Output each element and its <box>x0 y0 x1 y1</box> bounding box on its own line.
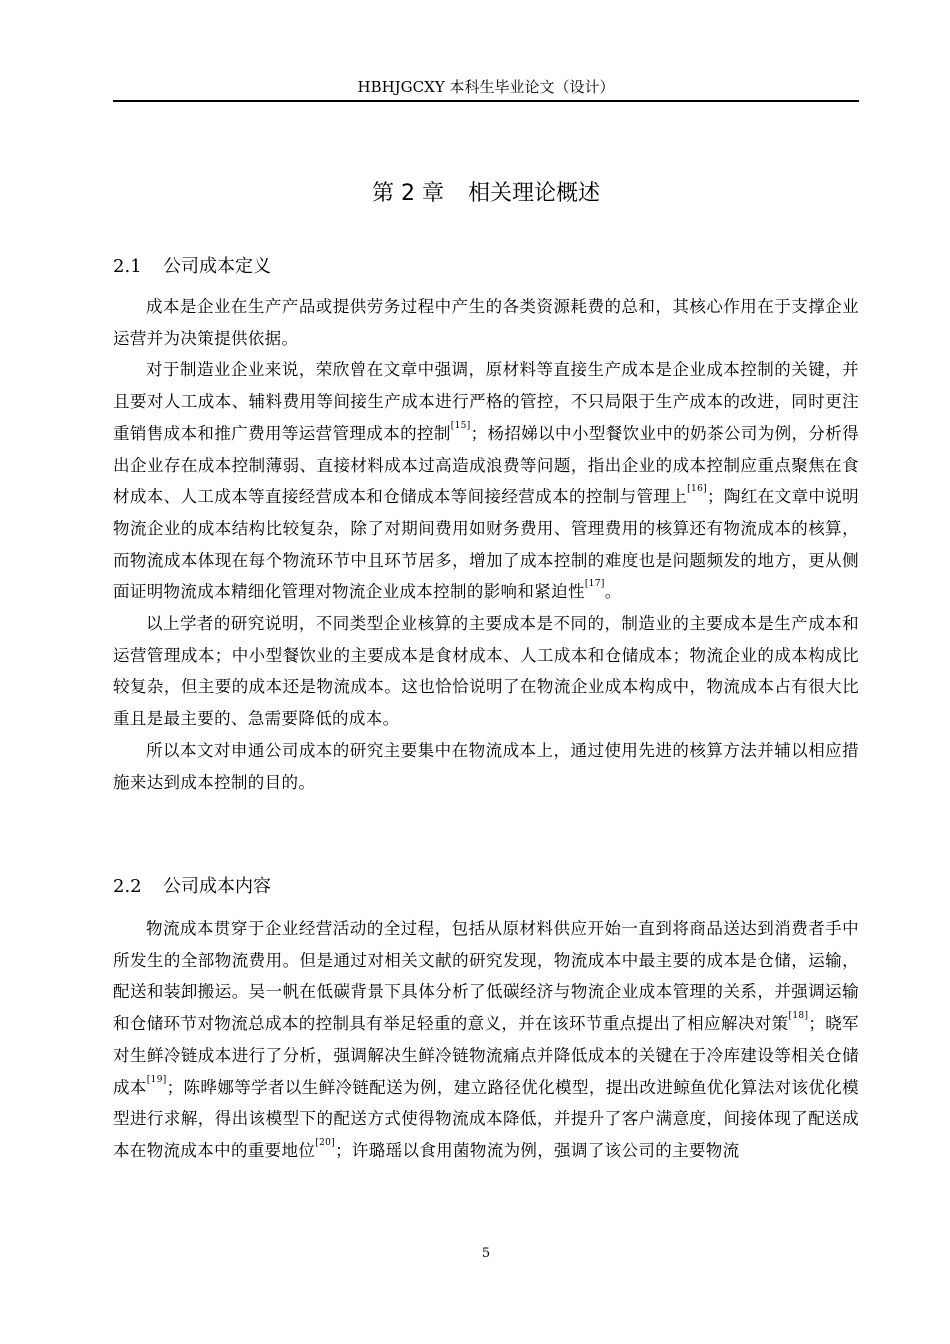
paragraph-text: ；陈晔娜等学者以生鲜冷链配送为例，建立路径优化模型，提出改进鲸鱼优化算法对该优化模型进行求解，得出该模型下的配送方式使得物流成本降低，并提升了客户满意度，间接体现了配送成本在物流成本中的重要地位 <box>113 1077 859 1160</box>
paragraph-text: 。 <box>604 582 622 602</box>
paragraph-text: ；许璐瑶以食用菌物流为例，强调了该公司的主要物流 <box>335 1140 740 1160</box>
paragraph <box>113 913 859 1167</box>
paragraph-text: ；陶红在文章中说明物流企业的成本结构比较复杂，除了对期间费用如财务费用、管理费用的核算还有物流成本的核算，而物流成本体现在每个物流环节中且环节居多，增加了成本控制的难度也是问题频发的地方，更从侧面证明物流成本精细化管理对物流企业成本控制的影响和紧迫性 <box>113 487 859 602</box>
citation-marker: [15] <box>450 420 471 431</box>
paragraph-text: ；晓军对生鲜冷链成本进行了分析，强调解决生鲜冷链物流痛点并降低成本的关键在于冷库建设等相关仓储成本 <box>113 1014 859 1097</box>
section-number: 2.1 <box>113 256 142 277</box>
paragraph <box>113 608 859 735</box>
paragraph <box>113 735 859 798</box>
citation-marker: [20] <box>315 1137 336 1148</box>
section-number: 2.2 <box>113 876 142 897</box>
paragraph <box>113 291 859 354</box>
paragraph-text: ；杨招娣以中小型餐饮业中的奶茶公司为例，分析得出企业存在成本控制薄弱、直接材料成本过高造成浪费等问题，指出企业的成本控制应重点聚焦在食材成本、人工成本等直接经营成本和仓储成本等间接经营成本的控制与管理上 <box>113 423 859 507</box>
citation-marker: [16] <box>687 484 708 495</box>
section-title: 公司成本内容 <box>163 876 271 897</box>
citation-marker: [17] <box>584 579 605 590</box>
paragraph-text: 物流成本贯穿于企业经营活动的全过程，包括从原材料供应开始一直到将商品送达到消费者手中所发生的全部物流费用。但是通过对相关文献的研究发现，物流成本中最主要的成本是仓储，运输，配送和装卸搬运。吴一帆在低碳背景下具体分析了低碳经济与物流企业成本管理的关系，并强调运输和仓储环节对物流总成本的控制具有举足轻重的意义，并在该环节重点提出了相应解决对策 <box>113 919 859 1034</box>
paragraph-text: 对于制造业企业来说，荣欣曾在文章中强调，原材料等直接生产成本是企业成本控制的关键，并且要对人工成本、辅料费用等间接生产成本进行严格的管控，不只局限于生产成本的改进，同时更注重销售成本和推广费用等运营管理成本的控制 <box>113 360 859 443</box>
citation-marker: [19] <box>146 1074 167 1085</box>
section-2-1-body <box>113 291 859 798</box>
section-heading-2-1 <box>113 252 859 282</box>
section-2-2-body <box>113 913 859 1167</box>
chapter-number: 第 2 章 <box>372 181 444 206</box>
paragraph-text: 以上学者的研究说明，不同类型企业核算的主要成本是不同的，制造业的主要成本是生产成本和运营管理成本；中小型餐饮业的主要成本是食材成本、人工成本和仓储成本；物流企业的成本构成比较复杂，但主要的成本还是物流成本。这也恰恰说明了在物流企业成本构成中，物流成本占有很大比重且是最主要的、急需要降低的成本。 <box>113 614 859 729</box>
chapter-title <box>113 176 859 212</box>
section-heading-2-2 <box>113 872 859 902</box>
citation-marker: [18] <box>788 1011 809 1022</box>
paragraph <box>113 354 859 608</box>
chapter-name: 相关理论概述 <box>467 181 600 206</box>
running-header: HBHJGCXY 本科生毕业论文（设计） <box>113 74 859 102</box>
paragraph-text: 所以本文对申通公司成本的研究主要集中在物流成本上，通过使用先进的核算方法并辅以相应措施来达到成本控制的目的。 <box>113 740 859 792</box>
section-title: 公司成本定义 <box>163 256 271 277</box>
paragraph-text: 成本是企业在生产产品或提供劳务过程中产生的各类资源耗费的总和，其核心作用在于支撑企业运营并为决策提供依据。 <box>113 297 859 348</box>
page-number: 5 <box>481 1246 491 1261</box>
